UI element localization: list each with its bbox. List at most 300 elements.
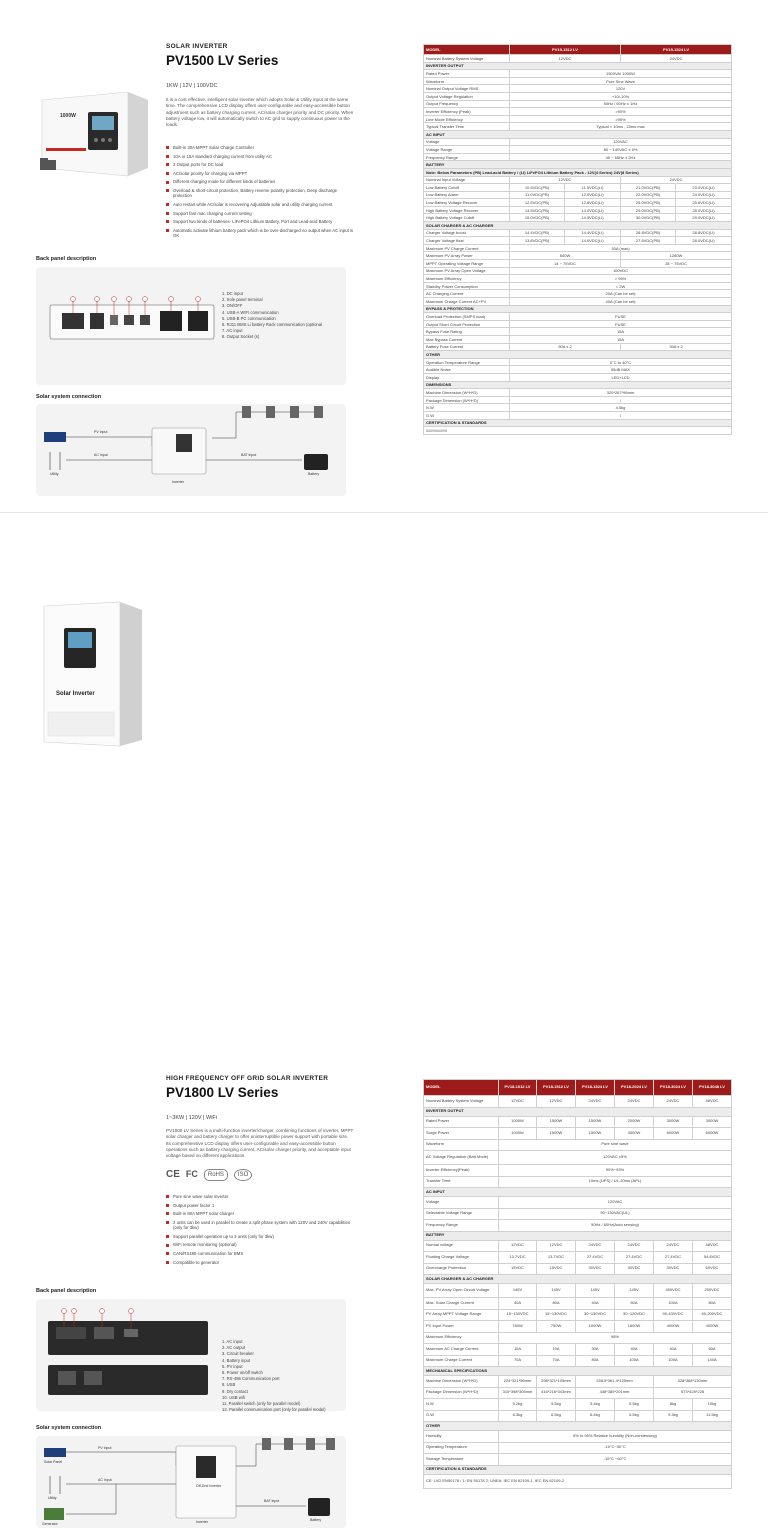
table-row [424, 1321, 732, 1333]
table-cell: FUSE [510, 320, 732, 328]
table-row-label: Display [424, 373, 510, 381]
table-row [424, 1240, 732, 1252]
table-section-label: CERTIFICATION & STANDARDS [424, 1465, 732, 1474]
table-cell: 30~120VDC [615, 1309, 654, 1321]
table-row [424, 206, 732, 214]
list-item: Automatic activate lithium battery pack which is be over-discharged no output when AC input is OK [166, 228, 356, 239]
table-row-label: Waveform [424, 1139, 499, 1151]
table-cell: 438*389*201mm [576, 1387, 654, 1399]
table-cell: 328*368*130mm [654, 1376, 732, 1388]
table-row-label: Voltage [424, 1197, 499, 1209]
table-row [424, 335, 732, 343]
battery-label: Battery [308, 472, 320, 476]
table-cell: 310*398*305mm [499, 1387, 537, 1399]
table-cell: 30~130VDC [576, 1309, 615, 1321]
table-row-label: PV Array MPPT Voltage Range [424, 1309, 499, 1321]
datasheet-page-pv1500 [0, 0, 768, 512]
table-cell: 100A [615, 1355, 654, 1367]
table-row [424, 1176, 732, 1188]
table-cell: 20A (Can be set) [510, 290, 732, 298]
table-row [424, 320, 732, 328]
table-row-label: Charger Voltage boost [424, 229, 510, 237]
list-item: 7. RS-485 Communication port [222, 1376, 280, 1382]
table-cell: 1600W [615, 1321, 654, 1333]
table-cell: 1500W [537, 1128, 576, 1140]
ce-mark-icon: CE [166, 1169, 180, 1180]
list-item: 5. USB-B PC communication [222, 315, 276, 321]
table-cell: 15A [510, 335, 732, 343]
table-header-pv18-2024: PV18-2024 LV [615, 1080, 654, 1096]
table-cell: 3000W [654, 1116, 693, 1128]
table-section-row [424, 419, 732, 427]
table-cell: 27.4VDC [576, 1252, 615, 1264]
table-row-label: Floating Charge Voltage [424, 1252, 499, 1264]
table-cell: 50A x 2 [510, 343, 621, 351]
table-row-label: Overcharge Protection [424, 1263, 499, 1275]
bullet-icon [166, 163, 169, 166]
list-item: Pure sine wave solar inverter [166, 1194, 356, 1199]
table-cell: 14.5VDC(PB) [510, 206, 565, 214]
bat-input-label: BAT Input [241, 453, 257, 457]
table-section-label: SOLAR CHARGER & AC CHARGER [424, 222, 732, 230]
table-section-row [424, 381, 732, 389]
table-section-label: INVERTER OUTPUT [424, 1107, 732, 1116]
table-row [424, 184, 732, 192]
table-row-label: Overload Protection (SMPS load) [424, 313, 510, 321]
table-row-label: Inverter Efficiency(Peak) [424, 1165, 499, 1177]
table-row [424, 1399, 732, 1411]
table-row [424, 77, 732, 85]
table-row [424, 214, 732, 222]
bullet-icon [166, 189, 169, 192]
table-cell: 1500W [576, 1128, 615, 1140]
list-item: 2 Output ports for DC load [166, 162, 356, 167]
table-cell: 45 ~ 65Hz ± 2Hz [510, 153, 732, 161]
list-item: 8. USB [222, 1382, 236, 1388]
table-cell: 1000W [576, 1321, 615, 1333]
table-cell: 1500W [537, 1116, 576, 1128]
table-header-pv18-1512: PV18-1512 LV [537, 1080, 576, 1096]
table-cell: 40A (Can be set) [510, 298, 732, 306]
table-section-row [424, 168, 732, 176]
table-row [424, 1096, 732, 1108]
table-row-label: Machine Dimension (W*H*D) [424, 1376, 499, 1388]
solar-panel-label: Solar Panel [44, 1460, 63, 1464]
datasheet-page-pv1800 [0, 512, 768, 1526]
table-cell: > 95% [510, 275, 732, 283]
table-cell: 258.5*361.4*105mm [576, 1376, 654, 1388]
table-cell: 320*267*96mm [510, 389, 732, 397]
table-row [424, 411, 732, 419]
table-row-label: High Battery Voltage Recover [424, 206, 510, 214]
table-cell: 40A [654, 1344, 693, 1356]
table-row-label: Package Dimension (W*H*D) [424, 1387, 499, 1399]
table-row [424, 328, 732, 336]
table-cell: 28.0VDC(LI) [676, 206, 732, 214]
table-row-label: Nominal Input Voltage [424, 176, 510, 184]
table-cell: 4.5kg [510, 404, 732, 412]
table-cell: 14.4VDC(LI) [565, 229, 621, 237]
bullet-icon [166, 1221, 169, 1224]
table-section-row [424, 1367, 732, 1376]
table-section-label: DIMENSIONS [424, 381, 732, 389]
table-row-label: Nominal Battery System Voltage [424, 55, 510, 63]
table-row-label: MPPT Operating Voltage Range [424, 260, 510, 268]
list-item: 1. AC input [222, 1339, 243, 1344]
table-row [424, 275, 732, 283]
table-row-label: Maximum Efficiency [424, 1332, 499, 1344]
table-header-pv15-1512: PV15-1512 LV [510, 45, 621, 55]
table-cell: 1500VA/ 1000W [510, 70, 732, 78]
bullet-icon [166, 1212, 169, 1215]
table-cell: 70A [537, 1355, 576, 1367]
system-connection-heading: Solar system connection [36, 394, 102, 400]
pv1800-product-image [38, 598, 148, 748]
table-row [424, 1442, 732, 1454]
table-row [424, 146, 732, 154]
list-item: 10A or 15A standard charging current from utility AC [166, 154, 356, 159]
list-item: 3. ON/OFF [222, 303, 243, 309]
table-cell: 27.4VDC [654, 1252, 693, 1264]
table-cell: 70A [499, 1355, 537, 1367]
table-row [424, 108, 732, 116]
table-cell: 55dB MAX [510, 366, 732, 374]
table-cell: 573*428*228 [654, 1387, 732, 1399]
table-row [424, 313, 732, 321]
table-row-label: Maximum Efficiency [424, 275, 510, 283]
table-cell: 24.0VDC(LI) [676, 191, 732, 199]
table-row [424, 343, 732, 351]
table-row-label: Maximum AC Charge Current [424, 1344, 499, 1356]
table-header-pv15-1524: PV15-1524 LV [621, 45, 732, 55]
table-cell: 14.5VDC(LI) [565, 214, 621, 222]
table-cell: 6.3kg [499, 1410, 537, 1422]
table-cell: 416*216*343mm [537, 1387, 576, 1399]
table-section-row [424, 1188, 732, 1197]
list-item: 6. RJ11 BMS Li battery Rack communication (optional [222, 322, 323, 328]
table-row [424, 1431, 732, 1443]
back-panel-legend [222, 291, 322, 341]
table-cell: 14.0VDC(LI) [565, 237, 621, 245]
table-cell: 15VDC [537, 1263, 576, 1275]
table-row [424, 1252, 732, 1264]
table-cell: 100VDC [510, 267, 732, 275]
table-cell: 120V [510, 85, 732, 93]
table-cell: 750W [537, 1321, 576, 1333]
table-row [424, 70, 732, 78]
pv1800-spec-table [423, 1079, 732, 1489]
table-cell: 48VDC [693, 1240, 732, 1252]
table-cell: 6000W [654, 1128, 693, 1140]
table-cell: >95% [510, 115, 732, 123]
table-row [424, 191, 732, 199]
list-item: 2 units can be used in parallel to create a split phase system with 120V and 240V capabilities (only for 3kw) [166, 1220, 356, 1231]
ac-input-label: AC Input [98, 1478, 112, 1482]
table-cell: 90%~93% [499, 1165, 732, 1177]
table-cell: 24VDC [615, 1096, 654, 1108]
table-cell: 12VDC [537, 1096, 576, 1108]
table-row [424, 1116, 732, 1128]
table-cell: 13.7VDC [537, 1252, 576, 1264]
pv1500-spec-table-body [424, 55, 732, 435]
table-row-label: Voltage Range [424, 146, 510, 154]
table-cell: / [510, 411, 732, 419]
back-panel-diagram [44, 1307, 214, 1403]
table-section-label: BATTERY [424, 1231, 732, 1240]
pv1800-spec-table-body [424, 1096, 732, 1489]
certification-marks [166, 1169, 252, 1181]
list-item: 4. USB-A WIFI communication [222, 309, 279, 315]
table-cell: 90~130VAC(UL) [499, 1208, 732, 1220]
table-row-label: Max. Solar Charge Current [424, 1298, 499, 1310]
table-cell: CE: LVD EN50178 / 1; EN 50178 2; UNEA: IEC EN 62109-1, IEC EN 62109-2 [424, 1474, 732, 1488]
table-cell: 50Hz / 60Hz(Auto sensing) [499, 1220, 732, 1232]
table-row [424, 237, 732, 245]
table-cell: 40A [615, 1344, 654, 1356]
list-item: 5. PV input [222, 1363, 243, 1369]
table-section-row [424, 62, 732, 70]
table-row [424, 1344, 732, 1356]
list-item: 6. Power on/off switch [222, 1370, 263, 1376]
table-row-label: Charger Voltage float [424, 237, 510, 245]
table-cell: 450VDC [654, 1284, 693, 1298]
table-cell: 25.6VDC(LI) [676, 199, 732, 207]
table-cell: 6.5kg [615, 1410, 654, 1422]
table-row [424, 92, 732, 100]
bullet-icon [166, 1235, 169, 1238]
table-row-label: Machine Dimension (W*H*D) [424, 389, 510, 397]
table-cell: 29.0VDC(PB) [621, 206, 676, 214]
table-row [424, 389, 732, 397]
table-cell: 12.8VDC(LI) [565, 199, 621, 207]
table-cell: 250VDC [693, 1284, 732, 1298]
table-section-label: INVERTER OUTPUT [424, 62, 732, 70]
table-row [424, 373, 732, 381]
table-row [424, 1309, 732, 1321]
table-cell: 120VAC ±5% [499, 1151, 732, 1165]
page1-kicker: SOLAR INVERTER [166, 43, 228, 50]
table-row-label: PV Input Power [424, 1321, 499, 1333]
table-cell: 90-430VDC [654, 1309, 693, 1321]
list-item: 7. AC input [222, 328, 243, 334]
bullet-icon [166, 212, 169, 215]
system-connection-box [36, 404, 346, 496]
back-panel-legend [222, 1339, 326, 1413]
table-header-model: MODEL [424, 45, 510, 55]
table-row [424, 260, 732, 268]
table-row [424, 290, 732, 298]
table-row [424, 427, 732, 435]
table-section-label: CERTIFICATION & STANDARDS [424, 419, 732, 427]
table-cell: 24VDC [654, 1096, 693, 1108]
table-cell: 6.5kg [537, 1410, 576, 1422]
table-cell: 140A [693, 1355, 732, 1367]
table-cell: 15.0VDC(PB) [510, 214, 565, 222]
table-cell: -15°C ~60°C [499, 1454, 732, 1466]
bullet-icon [166, 229, 169, 232]
table-cell: FUSE [510, 313, 732, 321]
table-row [424, 1355, 732, 1367]
list-item: Support fast mac charging current setting [166, 211, 356, 216]
table-section-row [424, 1275, 732, 1284]
table-section-row [424, 305, 732, 313]
bullet-icon [166, 1195, 169, 1198]
page2-spec-line: 1~3KW | 120V | WiFi [166, 1115, 217, 1121]
table-row [424, 1208, 732, 1220]
table-cell: 100A [654, 1355, 693, 1367]
table-cell: 30A [576, 1344, 615, 1356]
table-row-label: Maximum PV Array Power [424, 252, 510, 260]
table-cell: 80A [537, 1298, 576, 1310]
table-row-label: Max. PV Array Open Circuit Voltage [424, 1284, 499, 1298]
table-cell: 15~130VDC [537, 1309, 576, 1321]
rohs-mark-icon: RoHS [204, 1169, 228, 1181]
table-row-label: Voltage [424, 138, 510, 146]
table-row-label: Maximum Charge Current [424, 1355, 499, 1367]
table-row [424, 115, 732, 123]
list-item: Auto restart while AC/solar is recovering Adjustable solar and utility charging current [166, 202, 356, 207]
table-cell: 9.3kg [654, 1410, 693, 1422]
table-row-label: Output Short Circuit Protection [424, 320, 510, 328]
page2-title: PV1800 LV Series [166, 1085, 279, 1100]
list-item: 11. Parallel switch (only for parallel model) [222, 1401, 301, 1407]
table-cell: 10.5VDC(PB) [510, 184, 565, 192]
table-row [424, 55, 732, 63]
table-cell: 60VDC [693, 1263, 732, 1275]
table-header-pv18-3048: PV18-3048 LV [693, 1080, 732, 1096]
table-cell: 5.5kg [615, 1399, 654, 1411]
table-cell: 54.8VDC [693, 1252, 732, 1264]
table-cell: 98% [499, 1332, 732, 1344]
table-cell: Pure Sine Wave [510, 77, 732, 85]
table-cell: 14.4VDC(PB) [510, 229, 565, 237]
table-row [424, 1410, 732, 1422]
table-row [424, 153, 732, 161]
table-cell: 6000W [693, 1128, 732, 1140]
table-cell: 24VDC [576, 1096, 615, 1108]
table-row [424, 358, 732, 366]
table-section-row [424, 161, 732, 169]
pv-input-label: PV Input [98, 1446, 112, 1450]
utility-label: Utility [48, 1496, 57, 1500]
table-row-label: Frequency Range [424, 153, 510, 161]
table-cell: 10kg [693, 1399, 732, 1411]
inverter-label: Inverter [196, 1520, 208, 1524]
table-cell: 50Hz / 60Hz ± 1Hz [510, 100, 732, 108]
table-cell: 12VDC [510, 55, 621, 63]
list-item: 3. Circuit breaker [222, 1351, 254, 1357]
table-row-label: Inverter Efficiency (Peak) [424, 108, 510, 116]
table-row-label: Low Battery Cutoff [424, 184, 510, 192]
table-row [424, 176, 732, 184]
table-cell: 11.0VDC(PB) [510, 191, 565, 199]
table-cell: 13.7VDC [499, 1252, 537, 1264]
system-connection-box [36, 1436, 346, 1528]
table-cell: 224*321*96mm [499, 1376, 537, 1388]
list-item: 2. AC output [222, 1345, 246, 1351]
table-cell: 80 ~ 140VAC ± 5% [510, 146, 732, 154]
bullet-icon [166, 1252, 169, 1255]
fcc-mark-icon: FC [185, 1169, 198, 1179]
table-cell: 12VDC [510, 176, 621, 184]
utility-label: Utility [50, 472, 59, 476]
list-item: Support parallel operation up to 3 units (only for 3kw) [166, 1234, 356, 1239]
table-row [424, 1128, 732, 1140]
table-cell: 30A (max) [510, 244, 732, 252]
table-cell: 4000W [654, 1321, 693, 1333]
table-row-label: Storage Temperature [424, 1454, 499, 1466]
table-header-pv18-1524: PV18-1524 LV [576, 1080, 615, 1096]
table-cell: 25.0VDC(PB) [621, 199, 676, 207]
table-cell: 1000W [499, 1116, 537, 1128]
table-header-model: MODEL [424, 1080, 499, 1096]
display-brand-label: 1000W [60, 113, 76, 119]
table-row-label: Normal voltage [424, 1240, 499, 1252]
table-row-label: Bypass Fuse Rating [424, 328, 510, 336]
table-row [424, 1165, 732, 1177]
table-section-label: AC INPUT [424, 1188, 732, 1197]
bullet-icon [166, 172, 169, 175]
table-row-label: Low Battery Alarm [424, 191, 510, 199]
page2-kicker: HIGH FREQUENCY OFF GRID SOLAR INVERTER [166, 1075, 329, 1082]
table-row-label: Maximum PV Array Open Voltage [424, 267, 510, 275]
table-cell: 30.0VDC(PB) [621, 214, 676, 222]
table-cell: < 2W [510, 282, 732, 290]
table-cell: 30VDC [654, 1263, 693, 1275]
iso-mark-icon: ISO [234, 1169, 252, 1181]
table-cell: 1000W [499, 1128, 537, 1140]
table-row-label: Maximum Charge Current AC+PV [424, 298, 510, 306]
table-cell: 4000W [615, 1128, 654, 1140]
list-item: Different charging mode for different kinds of batteries [166, 179, 356, 184]
table-row [424, 229, 732, 237]
back-panel-box [36, 1299, 346, 1411]
list-item: Support two kinds of batteries- LiFePO4 Lithium Battery, Port and Lead-acid Battery [166, 219, 356, 224]
table-cell: 8kg [654, 1399, 693, 1411]
table-row-label: Operation Temperature Range [424, 358, 510, 366]
table-cell: 28.8VDC(PB) [621, 229, 676, 237]
table-cell: LED+LCD [510, 373, 732, 381]
list-item: Output power factor 1 [166, 1203, 356, 1208]
back-panel-box [36, 267, 346, 385]
list-item: 8. Output Socket (s) [222, 334, 260, 340]
table-row-label: Surge Power [424, 1128, 499, 1140]
table-cell: 24VDC [654, 1240, 693, 1252]
bullet-icon [166, 1244, 169, 1247]
page2-intro: PV1800 LV Series is a multi-function inverter/charger, combining functions of inverter, MPPT solar charger and battery charger to offer uninterruptible power support with portable size. Its comprehensive LCD display offers user-configurable and easy-accessible button operations such as battery charging current, AC/solar charger priority, and acceptable input voltage based on different applications. [166, 1128, 354, 1159]
table-cell: 100A [654, 1298, 693, 1310]
table-row-label: Humidity [424, 1431, 499, 1443]
table-cell: 5.4kg [576, 1399, 615, 1411]
table-row-label: Output Voltage Regulation [424, 92, 510, 100]
list-item: Built-in 80A MPPT solar charger [166, 1211, 356, 1216]
table-cell: 40A [576, 1298, 615, 1310]
table-cell: 11.5VDC(LI) [565, 184, 621, 192]
table-row [424, 396, 732, 404]
table-cell: / [510, 396, 732, 404]
table-cell: 10ms (UPS) / UL-20ms (APL) [499, 1176, 732, 1188]
table-cell: 23.0VDC(LI) [676, 184, 732, 192]
table-cell: 4000W [693, 1321, 732, 1333]
table-row [424, 1139, 732, 1151]
list-item: 10. USB wifi [222, 1394, 245, 1400]
table-cell: 120VAC [510, 138, 732, 146]
table-row-label: Low Battery Voltage Recover [424, 199, 510, 207]
back-panel-heading: Back panel description [36, 256, 97, 262]
table-row [424, 100, 732, 108]
table-cell: 3000W [693, 1116, 732, 1128]
table-cell: 28.0VDC(LI) [676, 237, 732, 245]
